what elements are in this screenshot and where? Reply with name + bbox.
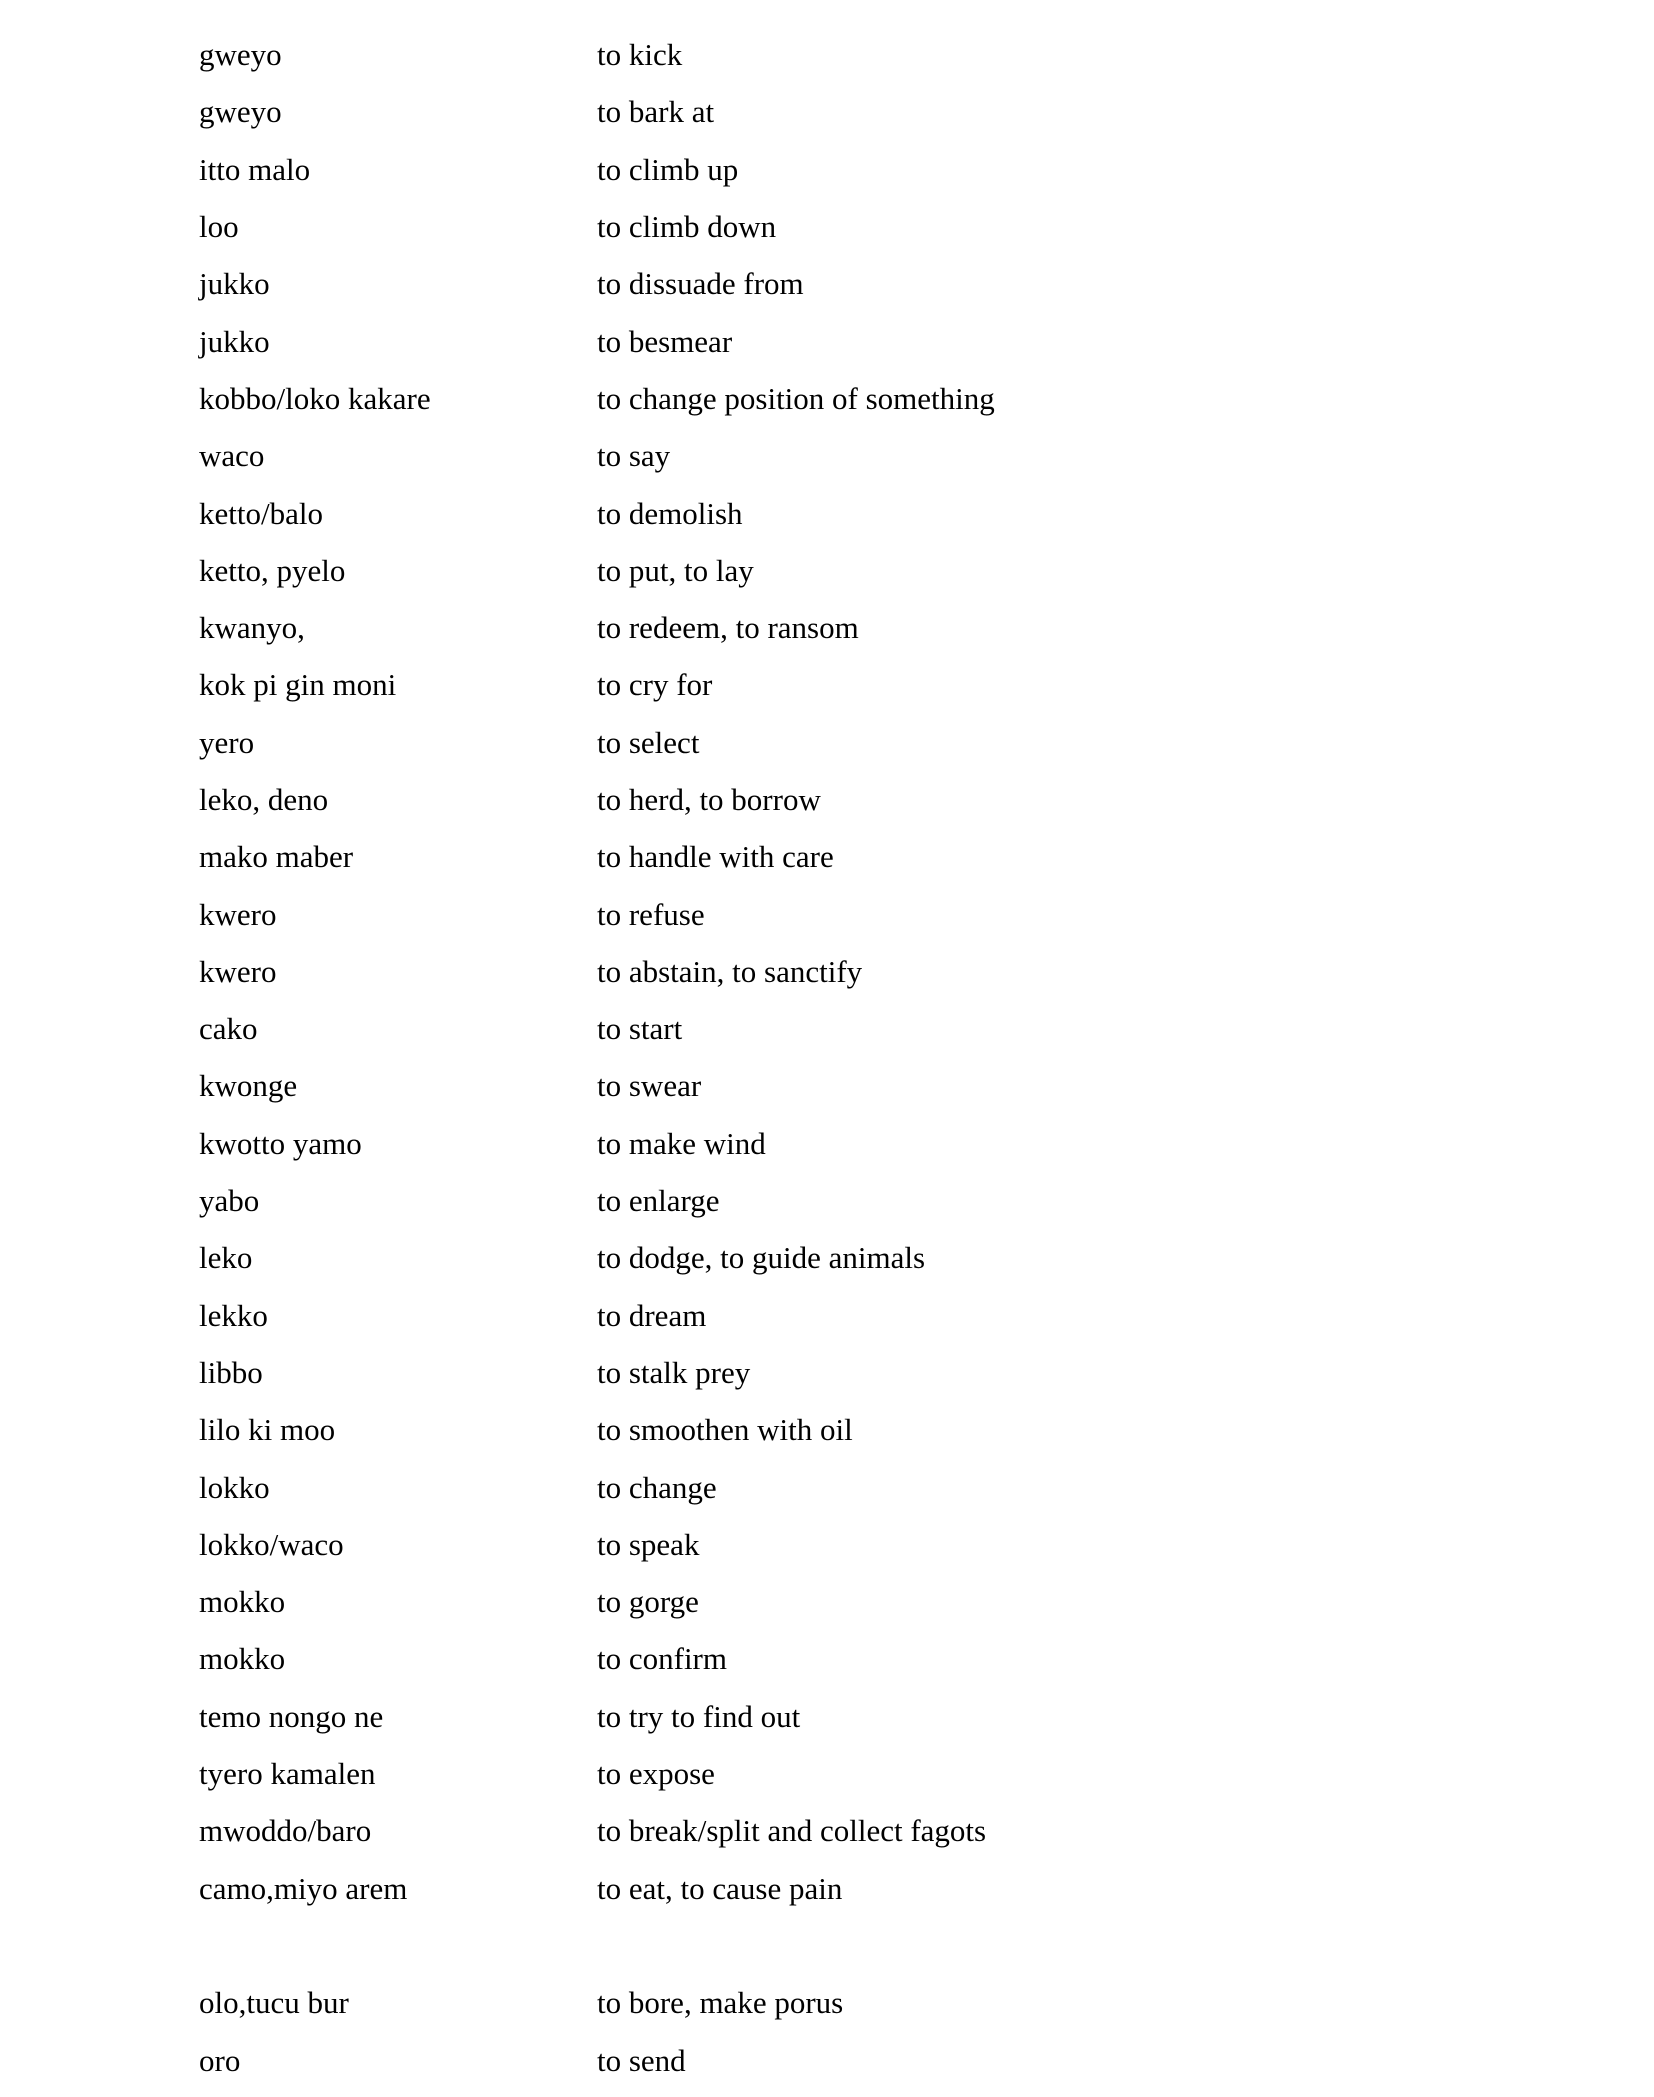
term: yabo xyxy=(199,1183,260,1219)
gloss: to dodge, to guide animals xyxy=(597,1240,926,1276)
list-item xyxy=(199,943,1499,1000)
gloss: to stalk prey xyxy=(597,1354,751,1390)
gloss: to put, to lay xyxy=(597,552,754,588)
list-item xyxy=(199,656,1499,713)
list-item xyxy=(199,1516,1499,1573)
list-item xyxy=(199,83,1499,140)
term: kwotto yamo xyxy=(199,1125,362,1161)
list-item xyxy=(199,714,1499,771)
list-item xyxy=(199,1401,1499,1458)
gloss: to make wind xyxy=(597,1125,766,1161)
list-item xyxy=(199,141,1499,198)
gloss: to break/split and collect fagots xyxy=(597,1813,987,1849)
list-item xyxy=(199,26,1499,83)
list-item xyxy=(199,1000,1499,1057)
gloss: to kick xyxy=(597,37,683,73)
list-item xyxy=(199,1974,1499,2031)
gloss: to bore, make porus xyxy=(597,1985,844,2021)
gloss: to climb down xyxy=(597,209,777,245)
gloss: to refuse xyxy=(597,896,705,932)
term: kwero xyxy=(199,953,277,989)
gloss: to cry for xyxy=(597,667,713,703)
list-item xyxy=(199,1860,1499,1917)
term: loo xyxy=(199,209,239,245)
gloss: to dream xyxy=(597,1297,707,1333)
gloss: to start xyxy=(597,1011,683,1047)
term: ketto/balo xyxy=(199,495,323,531)
term: lekko xyxy=(199,1297,268,1333)
term: gweyo xyxy=(199,37,282,73)
term: leko xyxy=(199,1240,253,1276)
list-item xyxy=(199,1688,1499,1745)
term: lilo ki moo xyxy=(199,1412,336,1448)
list-item xyxy=(199,1573,1499,1630)
gloss: to dissuade from xyxy=(597,266,804,302)
term: lokko xyxy=(199,1469,270,1505)
list-item xyxy=(199,312,1499,369)
term: kwonge xyxy=(199,1068,298,1104)
list-item xyxy=(199,1802,1499,1859)
list-item xyxy=(199,198,1499,255)
term: libbo xyxy=(199,1354,263,1390)
list-item xyxy=(199,1745,1499,1802)
vocabulary-list xyxy=(199,26,1499,2089)
term: kobbo/loko kakare xyxy=(199,380,431,416)
list-item xyxy=(199,1115,1499,1172)
list-item xyxy=(199,1344,1499,1401)
gloss: to say xyxy=(597,438,671,474)
gloss: to eat, to cause pain xyxy=(597,1870,843,1906)
list-item xyxy=(199,1287,1499,1344)
term: olo,tucu bur xyxy=(199,1985,349,2021)
list-item xyxy=(199,771,1499,828)
term: leko, deno xyxy=(199,782,329,817)
term: oro xyxy=(199,2042,241,2078)
gloss: to abstain, to sanctify xyxy=(597,953,863,989)
list-item xyxy=(199,484,1499,541)
gloss: to smoothen with oil xyxy=(597,1412,853,1448)
list-item xyxy=(199,828,1499,885)
term: kok pi gin moni xyxy=(199,667,397,703)
list-item xyxy=(199,1057,1499,1114)
gloss: to change position of something xyxy=(597,380,995,416)
gloss: to try to find out xyxy=(597,1698,801,1734)
list-item xyxy=(199,885,1499,942)
gloss: to expose xyxy=(597,1756,715,1792)
term: tyero kamalen xyxy=(199,1756,376,1792)
gloss: to gorge xyxy=(597,1584,699,1620)
gloss: to redeem, to ransom xyxy=(597,610,859,646)
list-item xyxy=(199,542,1499,599)
gloss: to swear xyxy=(597,1068,702,1104)
term: jukko xyxy=(199,323,270,359)
term: jukko xyxy=(199,266,270,302)
gloss: to herd, to borrow xyxy=(597,782,821,817)
gloss: to send xyxy=(597,2042,686,2078)
gloss: to besmear xyxy=(597,323,733,359)
term: cako xyxy=(199,1011,258,1047)
gloss: to select xyxy=(597,724,700,760)
list-item xyxy=(199,2031,1499,2088)
term: temo nongo ne xyxy=(199,1698,384,1734)
list-item xyxy=(199,370,1499,427)
list-item xyxy=(199,1229,1499,1286)
term: ketto, pyelo xyxy=(199,552,346,588)
list-item xyxy=(199,1172,1499,1229)
term: mako maber xyxy=(199,839,354,875)
term: yero xyxy=(199,724,255,760)
term: mokko xyxy=(199,1584,286,1620)
list-item xyxy=(199,599,1499,656)
term: gweyo xyxy=(199,94,282,130)
term: waco xyxy=(199,438,265,474)
gloss: to climb up xyxy=(597,151,739,187)
term: kwero xyxy=(199,896,277,932)
list-item xyxy=(199,427,1499,484)
term: lokko/waco xyxy=(199,1526,344,1562)
term: camo,miyo arem xyxy=(199,1870,408,1906)
gloss: to speak xyxy=(597,1526,700,1562)
list-item xyxy=(199,1458,1499,1515)
list-item xyxy=(199,255,1499,312)
gloss: to enlarge xyxy=(597,1183,720,1219)
gloss: to handle with care xyxy=(597,839,834,875)
gloss: to demolish xyxy=(597,495,743,531)
gloss: to change xyxy=(597,1469,717,1505)
term: itto malo xyxy=(199,151,311,187)
term: mokko xyxy=(199,1641,286,1677)
list-item xyxy=(199,1630,1499,1687)
term: mwoddo/baro xyxy=(199,1813,372,1849)
term: kwanyo, xyxy=(199,610,305,646)
gloss: to confirm xyxy=(597,1641,727,1677)
gloss: to bark at xyxy=(597,94,715,130)
